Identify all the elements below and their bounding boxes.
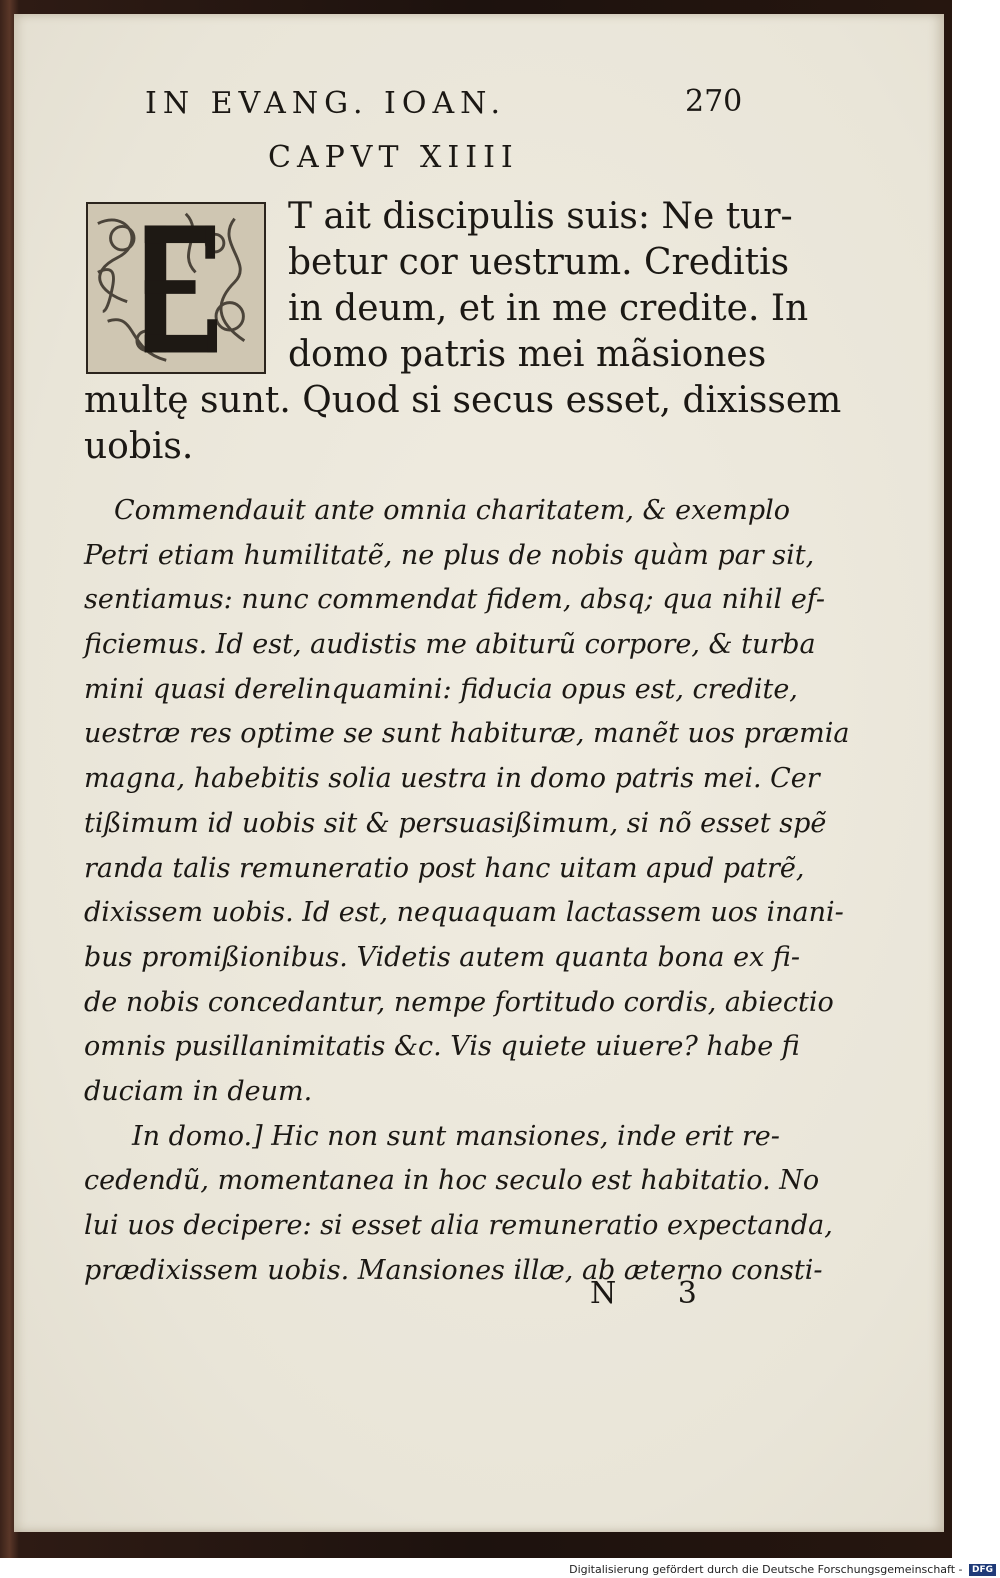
commentary-line: lui uos decipere: si esset alia remuneratio expectanda, — [84, 1210, 833, 1241]
commentary-line: In domo.] Hic non sunt mansiones, inde erit re- — [132, 1120, 780, 1152]
commentary-line: sentiamus: nunc commendat fidem, absq; qua nihil ef- — [84, 584, 825, 616]
verse-line: multę sunt. Quod si secus esset, dixissem — [84, 380, 842, 421]
commentary-line: magna, habebitis solia uestra in domo patris mei. Cer — [84, 763, 820, 795]
verse-line: in deum, et in me credite. In — [288, 288, 809, 329]
digitization-credit — [569, 1563, 996, 1576]
dfg-logo-icon: DFG — [969, 1564, 996, 1576]
commentary-text — [84, 489, 850, 1293]
commentary-line: uestræ res optime se sunt habituræ, manẽt uos præmia — [84, 718, 850, 750]
commentary-line: duciam in deum. — [84, 1075, 313, 1107]
commentary-line: cedendũ, momentanea in hoc seculo est habitatio. No — [84, 1165, 820, 1197]
commentary-line: de nobis concedantur, nempe fortitudo cordis, abiectio — [84, 986, 834, 1018]
chapter-title: CAPVT XIIII — [268, 140, 519, 175]
verse-line: T ait discipulis suis: Ne tur- — [288, 196, 793, 237]
commentary-line: mini quasi derelinquamini: fiducia opus est, credite, — [84, 673, 798, 705]
commentary-line: bus promißionibus. Videtis autem quanta bona ex fi- — [84, 941, 801, 973]
verse-line: betur cor uestrum. Creditis — [288, 242, 790, 283]
gospel-verse — [84, 194, 842, 470]
commentary-line: randa talis remuneratio post hanc uitam apud patrẽ, — [84, 852, 805, 884]
commentary-line: prædixissem uobis. Mansiones illæ, ab æterno consti- — [84, 1254, 823, 1286]
commentary-line: ficiemus. Id est, audistis me abiturũ corpore, & turba — [84, 629, 816, 661]
commentary-line: dixissem uobis. Id est, nequaquam lactassem uos inani- — [84, 897, 844, 929]
commentary-line: omnis pusillanimitatis &c. Vis quiete uiuere? habe fi — [84, 1031, 800, 1063]
commentary-line: tißimum id uobis sit & persuasißimum, si nõ esset spẽ — [84, 807, 827, 839]
verse-line: domo patris mei mãsiones — [288, 334, 767, 375]
commentary-line: Commendauit ante omnia charitatem, & exemplo — [114, 495, 791, 526]
verse-line: uobis. — [84, 426, 194, 467]
page-number: 270 — [685, 84, 743, 119]
signature-mark: N 3 — [590, 1276, 723, 1311]
credit-text: Digitalisierung gefördert durch die Deutsche Forschungsgemeinschaft - — [569, 1563, 963, 1576]
running-head: IN EVANG. IOAN. — [145, 86, 507, 121]
commentary-line: Petri etiam humilitatẽ, ne plus de nobis quàm par sit, — [84, 539, 815, 571]
